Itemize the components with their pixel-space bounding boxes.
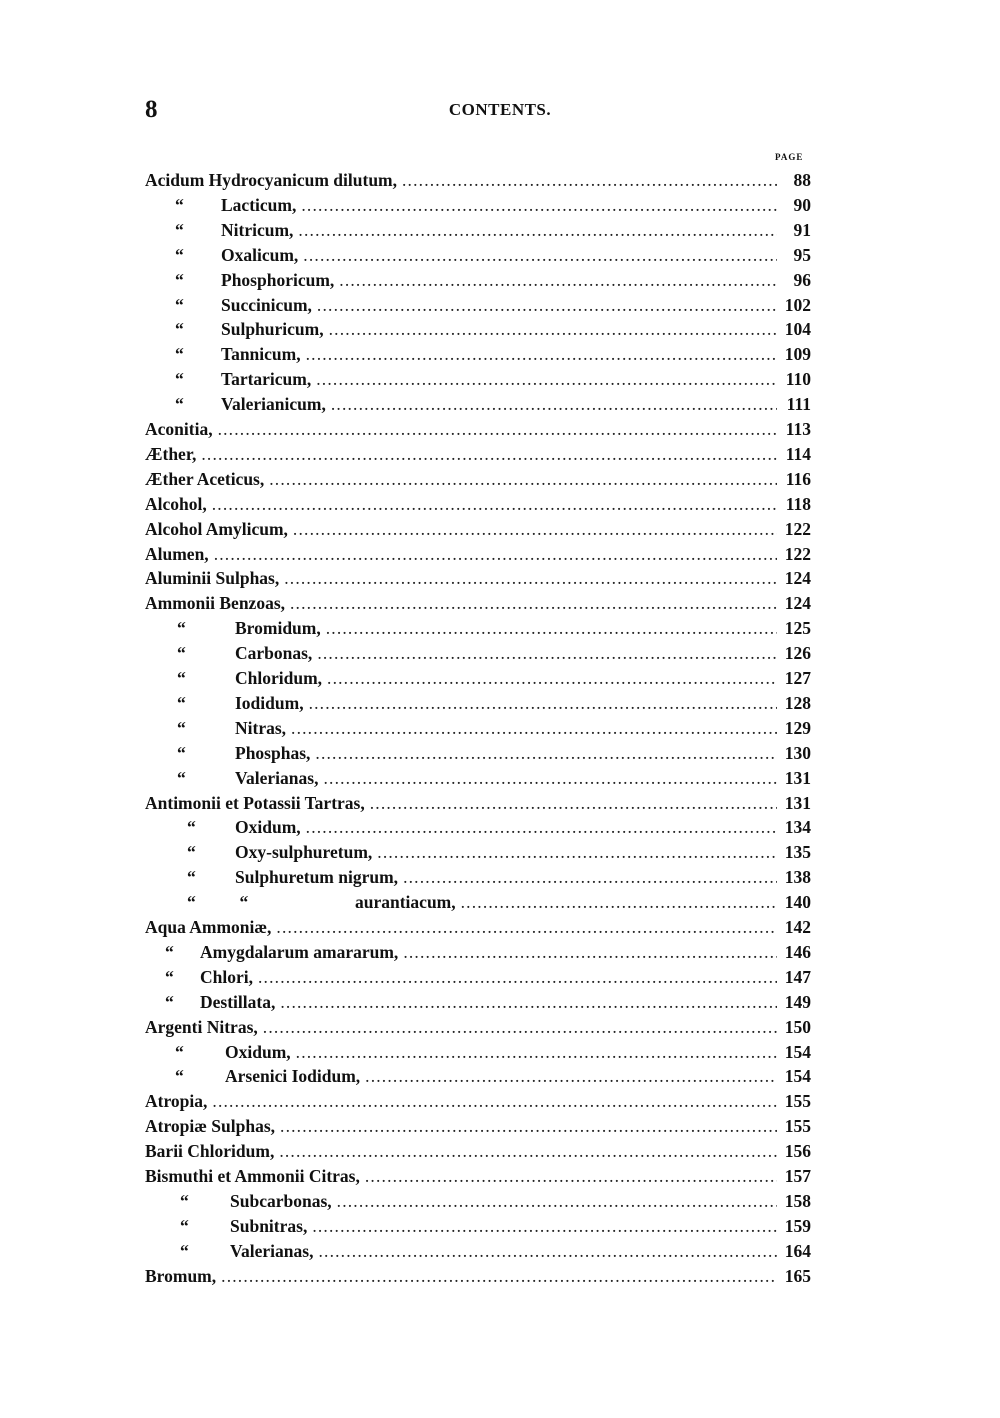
toc-entry: [145, 168, 811, 192]
page-reference: 88: [793, 170, 811, 190]
toc-entry: [145, 193, 811, 217]
entry-title: Chloridum,: [235, 668, 323, 688]
dot-leader: [322, 666, 777, 690]
toc-entry: [145, 442, 811, 466]
page-reference: 165: [784, 1265, 811, 1286]
toc-entry: [145, 666, 811, 690]
ditto-mark: “: [175, 319, 184, 340]
entry-title: Bismuthi et Ammonii Citras,: [145, 1166, 360, 1186]
page-reference: 131: [784, 767, 811, 788]
page-reference: 154: [784, 1066, 811, 1087]
ditto-mark: “: [175, 1066, 184, 1087]
ditto-mark: “: [175, 1041, 184, 1062]
page-reference: 138: [784, 867, 811, 888]
entry-title: Phosphas,: [235, 742, 311, 763]
ditto-mark: “: [180, 1215, 189, 1236]
entry-title: Antimonii et Potassii Tartras,: [145, 792, 365, 813]
dot-leader: [310, 741, 777, 765]
ditto-mark: “: [180, 1240, 189, 1261]
page-reference: 91: [793, 219, 811, 240]
page-reference: 126: [784, 643, 811, 664]
entry-title: Chlori,: [200, 966, 253, 987]
page-reference: 116: [785, 468, 811, 489]
page-reference: 118: [785, 493, 811, 514]
page-reference: 154: [784, 1041, 811, 1062]
page-reference: 125: [784, 618, 811, 639]
toc-entry: [145, 616, 811, 640]
dot-leader: [285, 591, 777, 615]
dot-leader: [324, 317, 777, 341]
page-reference: 102: [784, 294, 811, 315]
toc-entry: [145, 542, 811, 566]
entry-title: Aconitia,: [145, 419, 213, 439]
entry-title: Atropiæ Sulphas,: [145, 1116, 276, 1137]
page-reference: 158: [784, 1190, 811, 1211]
toc-entry: [145, 1239, 811, 1263]
dot-leader: [258, 1015, 777, 1039]
toc-entry: [145, 1015, 811, 1039]
entry-title: aurantiacum,: [355, 892, 456, 913]
page-reference: 155: [784, 1116, 811, 1137]
toc-entry: [145, 317, 811, 341]
toc-entry: [145, 791, 811, 815]
dot-leader: [207, 492, 777, 516]
toc-entry: [145, 940, 811, 964]
entry-title: Valerianicum,: [221, 394, 326, 415]
dot-leader: [264, 467, 777, 491]
page-reference: 164: [784, 1240, 811, 1261]
toc-entry: [145, 1164, 811, 1188]
entry-title: Barii Chloridum,: [145, 1141, 275, 1162]
dot-leader: [293, 218, 777, 242]
ditto-mark: “ “: [187, 892, 249, 913]
toc-entry: [145, 1089, 811, 1113]
toc-entry: [145, 766, 811, 790]
dot-leader: [213, 417, 777, 441]
dot-leader: [312, 293, 777, 317]
toc-entry: [145, 691, 811, 715]
page-reference: 96: [793, 269, 811, 290]
dot-leader: [298, 243, 777, 267]
page-reference: 146: [784, 941, 811, 962]
dot-leader: [216, 1264, 777, 1288]
dot-leader: [360, 1164, 777, 1188]
entry-title: Bromum,: [145, 1265, 217, 1286]
entry-title: Valerianas,: [235, 767, 319, 788]
page-reference: 142: [784, 917, 811, 937]
dot-leader: [321, 616, 777, 640]
page-reference: 104: [784, 319, 811, 340]
entry-title: Bromidum,: [235, 618, 321, 639]
ditto-mark: “: [175, 344, 184, 365]
dot-leader: [334, 268, 777, 292]
entry-title: Lacticum,: [221, 194, 297, 215]
dot-leader: [209, 542, 777, 566]
ditto-mark: “: [177, 692, 186, 713]
dot-leader: [301, 342, 777, 366]
toc-entry: [145, 1114, 811, 1138]
toc-entry: [145, 492, 811, 516]
entry-title: Nitricum,: [221, 219, 294, 240]
ditto-mark: “: [175, 369, 184, 390]
entry-title: Phosphoricum,: [221, 269, 335, 290]
ditto-mark: “: [187, 842, 196, 863]
ditto-mark: “: [175, 194, 184, 215]
dot-leader: [360, 1064, 777, 1088]
ditto-mark: “: [177, 643, 186, 664]
entry-title: Succinicum,: [221, 294, 312, 315]
toc-entry: [145, 716, 811, 740]
toc-entry: [145, 990, 811, 1014]
ditto-mark: “: [175, 394, 184, 415]
entry-title: Tannicum,: [221, 344, 301, 365]
dot-leader: [271, 915, 777, 939]
toc-entry: [145, 1139, 811, 1163]
page-reference: 110: [785, 369, 811, 390]
toc-entry: [145, 243, 811, 267]
ditto-mark: “: [165, 991, 174, 1012]
page-reference: 114: [785, 443, 811, 464]
entry-title: Alumen,: [145, 543, 209, 564]
dot-leader: [253, 965, 777, 989]
dot-leader: [301, 815, 777, 839]
dot-leader: [372, 840, 777, 864]
toc-entry: [145, 1064, 811, 1088]
page-reference: 140: [784, 892, 811, 913]
page-reference: 150: [784, 1016, 811, 1037]
dot-leader: [456, 890, 777, 914]
page-reference: 135: [784, 842, 811, 863]
entry-title: Aqua Ammoniæ,: [145, 917, 272, 937]
entry-title: Subcarbonas,: [230, 1190, 332, 1211]
dot-leader: [275, 1114, 777, 1138]
toc-entry: [145, 1264, 811, 1288]
page-reference: 109: [784, 344, 811, 365]
entry-title: Atropia,: [145, 1091, 208, 1112]
toc-entry: [145, 566, 811, 590]
dot-leader: [196, 442, 777, 466]
page-reference: 124: [784, 568, 811, 589]
dot-leader: [207, 1089, 777, 1113]
entry-title: Oxidum,: [225, 1041, 291, 1062]
ditto-mark: “: [180, 1190, 189, 1211]
entry-title: Aluminii Sulphas,: [145, 568, 280, 589]
entry-title: Alcohol Amylicum,: [145, 518, 288, 539]
dot-leader: [286, 716, 777, 740]
dot-leader: [332, 1189, 777, 1213]
toc-entry: [145, 741, 811, 765]
entry-title: Argenti Nitras,: [145, 1016, 258, 1037]
ditto-mark: “: [165, 966, 174, 987]
entry-title: Nitras,: [235, 717, 287, 738]
dot-leader: [318, 766, 777, 790]
page-reference: 129: [784, 717, 811, 738]
toc-entry: [145, 1214, 811, 1238]
ditto-mark: “: [187, 817, 196, 838]
toc-entry: [145, 641, 811, 665]
entry-title: Iodidum,: [235, 692, 304, 713]
toc-entry: [145, 865, 811, 889]
toc-entry: [145, 1189, 811, 1213]
page-reference: 128: [784, 692, 811, 713]
dot-leader: [398, 865, 777, 889]
entry-title: Acidum Hydrocyanicum dilutum,: [145, 170, 397, 190]
toc-entry: [145, 367, 811, 391]
page-reference: 134: [784, 817, 811, 838]
entry-title: Alcohol,: [145, 493, 207, 514]
dot-leader: [296, 193, 777, 217]
toc-entry: [145, 268, 811, 292]
ditto-mark: “: [175, 244, 184, 265]
toc-entry: [145, 965, 811, 989]
page-column-label: PAGE: [775, 152, 804, 162]
page-reference: 127: [784, 668, 811, 688]
page-reference: 149: [784, 991, 811, 1012]
dot-leader: [307, 1214, 777, 1238]
dot-leader: [365, 791, 777, 815]
entry-title: Æther Aceticus,: [145, 468, 265, 489]
entry-title: Oxalicum,: [221, 244, 299, 265]
toc-entry: [145, 890, 811, 914]
entry-title: Carbonas,: [235, 643, 313, 664]
page-reference: 90: [793, 194, 811, 215]
dot-leader: [279, 566, 777, 590]
dot-leader: [275, 990, 777, 1014]
dot-leader: [313, 1239, 777, 1263]
toc-entry: [145, 1040, 811, 1064]
page-reference: 95: [793, 244, 811, 265]
entry-title: Tartaricum,: [221, 369, 312, 390]
entry-title: Valerianas,: [230, 1240, 314, 1261]
page-reference: 131: [784, 792, 811, 813]
page-reference: 122: [784, 543, 811, 564]
toc-entry: [145, 467, 811, 491]
ditto-mark: “: [165, 941, 174, 962]
entry-title: Sulphuricum,: [221, 319, 324, 340]
dot-leader: [326, 392, 777, 416]
entry-title: Subnitras,: [230, 1215, 308, 1236]
page-reference: 111: [786, 394, 811, 415]
entry-title: Ammonii Benzoas,: [145, 593, 285, 614]
ditto-mark: “: [175, 219, 184, 240]
page-reference: 157: [784, 1166, 811, 1186]
ditto-mark: “: [177, 668, 186, 688]
dot-leader: [397, 168, 777, 192]
dot-leader: [312, 641, 777, 665]
ditto-mark: “: [177, 767, 186, 788]
page-reference: 122: [784, 518, 811, 539]
dot-leader: [311, 367, 777, 391]
toc-entry: [145, 392, 811, 416]
toc-entry: [145, 915, 811, 939]
entry-title: Æther,: [145, 443, 197, 464]
page-reference: 155: [784, 1091, 811, 1112]
entry-title: Oxy-sulphuretum,: [235, 842, 373, 863]
ditto-mark: “: [187, 867, 196, 888]
toc-entry: [145, 293, 811, 317]
toc-entry: [145, 517, 811, 541]
dot-leader: [274, 1139, 777, 1163]
toc-entry: [145, 218, 811, 242]
toc-entry: [145, 342, 811, 366]
entry-title: Arsenici Iodidum,: [225, 1066, 361, 1087]
ditto-mark: “: [175, 269, 184, 290]
running-head: CONTENTS.: [448, 100, 552, 119]
toc-entry: [145, 417, 811, 441]
ditto-mark: “: [175, 294, 184, 315]
ditto-mark: “: [177, 742, 186, 763]
dot-leader: [288, 517, 777, 541]
page-number: 8: [145, 96, 158, 123]
page-reference: 130: [784, 742, 811, 763]
dot-leader: [304, 691, 777, 715]
page-reference: 113: [785, 419, 811, 439]
dot-leader: [398, 940, 777, 964]
ditto-mark: “: [177, 618, 186, 639]
page-reference: 124: [784, 593, 811, 614]
entry-title: Oxidum,: [235, 817, 301, 838]
entry-title: Destillata,: [200, 991, 276, 1012]
page-reference: 156: [784, 1141, 811, 1162]
dot-leader: [291, 1040, 777, 1064]
toc-entry: [145, 840, 811, 864]
page-reference: 159: [784, 1215, 811, 1236]
entry-title: Amygdalarum amararum,: [200, 941, 399, 962]
page-reference: 147: [784, 966, 811, 987]
toc-entry: [145, 591, 811, 615]
toc-entry: [145, 815, 811, 839]
entry-title: Sulphuretum nigrum,: [235, 867, 399, 888]
ditto-mark: “: [177, 717, 186, 738]
